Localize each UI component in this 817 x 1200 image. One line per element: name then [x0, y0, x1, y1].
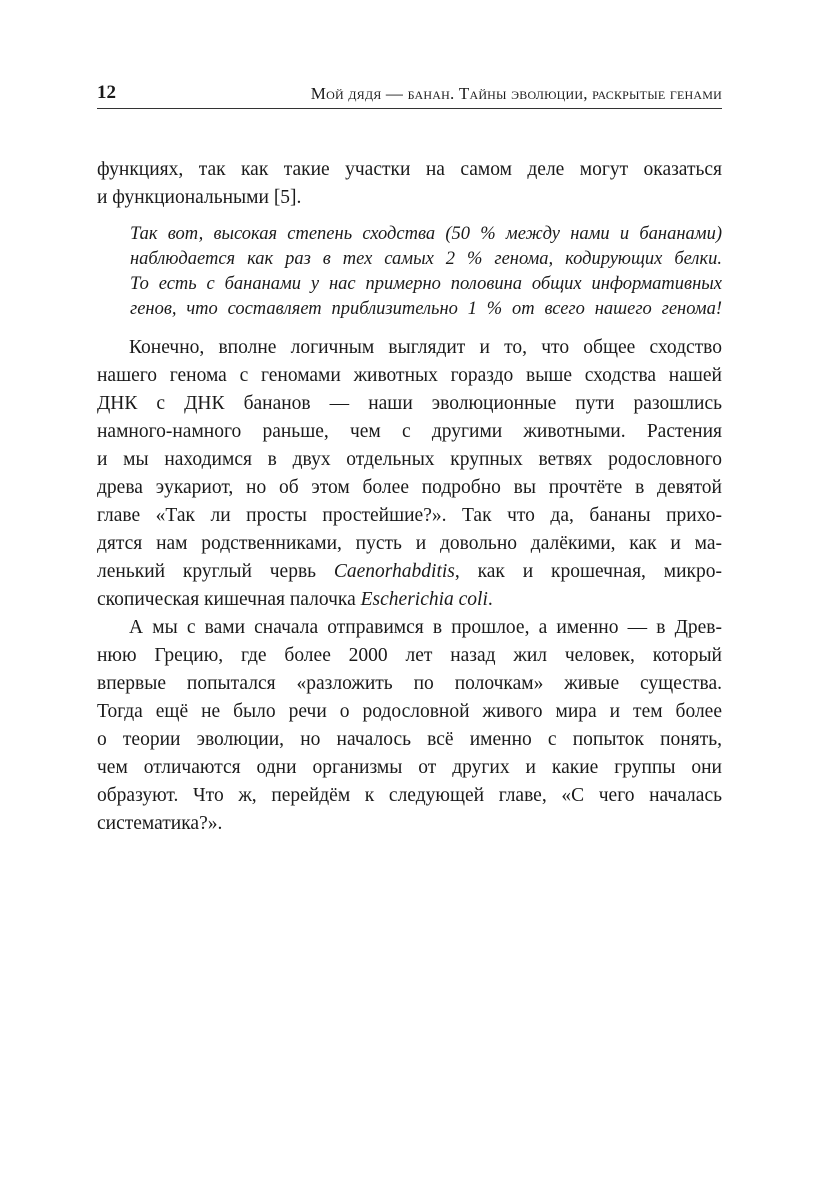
text-segment: . [487, 589, 493, 610]
text-segment: ленький круглый червь [97, 561, 334, 582]
text-line: чем отличаются одни организмы от других и какие группы они [97, 757, 722, 778]
text-line: дятся нам родственниками, пусть и довольно далёкими, как и ма- [97, 533, 722, 554]
text-line: древа эукариот, но об этом более подробно вы прочтёте в девятой [97, 477, 722, 498]
species-name: Escherichia coli [360, 589, 488, 610]
text-line: о теории эволюции, но началось всё именно с попыток понять, [97, 729, 722, 750]
page-number: 12 [97, 82, 116, 103]
running-title: Мой дядя — банан. Тайны эволюции, раскрытые генами [310, 84, 722, 103]
text-line: Тогда ещё не было речи о родословной живого мира и тем более [97, 701, 722, 722]
text-line: образуют. Что ж, перейдём к следующей главе, «С чего началась [97, 785, 722, 806]
page-body [97, 156, 722, 838]
text-line: систематика?». [97, 813, 223, 834]
text-line: главе «Так ли просты простейшие?». Так что да, бананы прихо- [97, 505, 722, 526]
text-line: Конечно, вполне логичным выглядит и то, что общее сходство [129, 337, 722, 358]
paragraph-3 [97, 614, 722, 838]
running-header [97, 82, 722, 109]
text-line: То есть с бананами у нас примерно половина общих информативных [130, 274, 722, 294]
text-line: ДНК с ДНК бананов — наши эволюционные пути разошлись [97, 393, 722, 414]
text-line [97, 586, 722, 614]
text-line: функциях, так как такие участки на самом деле могут оказаться [97, 159, 722, 180]
text-line: нюю Грецию, где более 2000 лет назад жил человек, который [97, 645, 722, 666]
text-line: и функциональными [5]. [97, 187, 302, 208]
text-line: намного-намного раньше, чем с другими животными. Растения [97, 421, 722, 442]
text-line [97, 558, 722, 586]
text-line: и мы находимся в двух отдельных крупных ветвях родословного [97, 449, 722, 470]
species-name: Caenorhabditis [333, 561, 455, 582]
paragraph-1 [97, 156, 722, 212]
text-line: впервые попытался «разложить по полочкам» живые существа. [97, 673, 722, 694]
text-segment: , как и крошечная, микро- [454, 561, 723, 582]
text-line: наблюдается как раз в тех самых 2 % генома, кодирующих белки. [130, 249, 722, 269]
text-line: Так вот, высокая степень сходства (50 % между нами и бананами) [130, 224, 722, 244]
text-line: А мы с вами сначала отправимся в прошлое, а именно — в Древ- [129, 617, 722, 638]
text-line: нашего генома с геномами животных гораздо выше сходства нашей [97, 365, 722, 386]
text-line: генов, что составляет приблизительно 1 % от всего нашего генома! [130, 299, 722, 319]
text-segment: скопическая кишечная палочка [97, 589, 361, 610]
italic-callout [130, 222, 722, 322]
paragraph-2 [97, 334, 722, 614]
